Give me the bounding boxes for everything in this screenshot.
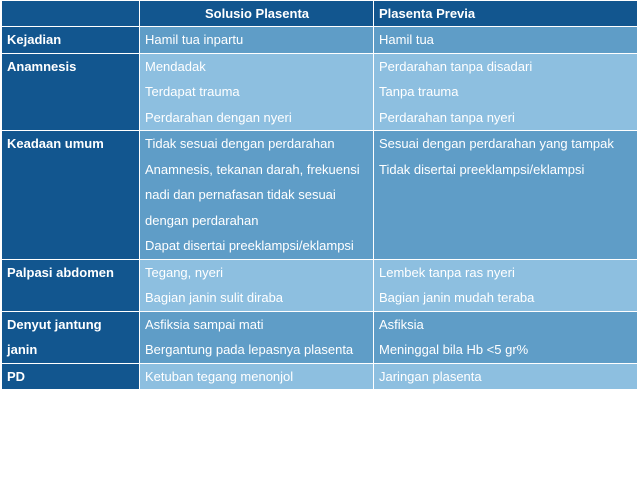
cell-line: Tidak disertai preeklampsi/eklampsi	[379, 161, 585, 177]
cell-solusio-plasenta	[140, 259, 374, 311]
cell-solusio-plasenta	[140, 27, 374, 54]
cell-plasenta-previa	[374, 363, 638, 390]
row-label: Denyut jantung janin	[2, 311, 140, 363]
cell-line: Perdarahan tanpa disadari	[379, 58, 533, 74]
cell-line: Perdarahan dengan nyeri	[145, 109, 292, 125]
table-body	[2, 27, 638, 390]
cell-line: Anamnesis, tekanan darah, frekuensi nadi dan pernafasan tidak sesuai dengan perdarahan	[145, 161, 360, 228]
cell-line: Tegang, nyeri	[145, 264, 224, 280]
cell-line: Hamil tua inpartu	[145, 32, 244, 47]
header-plasenta-previa: Plasenta Previa	[374, 1, 638, 27]
row-label: Palpasi abdomen	[2, 259, 140, 311]
header-solusio-plasenta: Solusio Plasenta	[140, 1, 374, 27]
cell-plasenta-previa	[374, 259, 638, 311]
cell-line: Jaringan plasenta	[379, 368, 482, 384]
table-row-palpasi-abdomen	[2, 259, 638, 311]
table-row-denyut-jantung-janin	[2, 311, 638, 363]
cell-line: Bergantung pada lepasnya plasenta	[145, 342, 354, 357]
cell-solusio-plasenta	[140, 53, 374, 131]
cell-line: Ketuban tegang menonjol	[145, 368, 294, 384]
cell-line: Sesuai dengan perdarahan yang tampak	[379, 136, 614, 151]
cell-line: Hamil tua	[379, 32, 434, 47]
comparison-table	[1, 0, 638, 390]
cell-line: Asfiksia	[379, 316, 424, 332]
cell-line: Dapat disertai preeklampsi/eklampsi	[145, 238, 354, 253]
cell-solusio-plasenta	[140, 311, 374, 363]
row-label: Kejadian	[2, 27, 140, 54]
table-row-anamnesis	[2, 53, 638, 131]
cell-line: Mendadak	[145, 58, 206, 74]
row-label: Keadaan umum	[2, 131, 140, 260]
cell-line: Tanpa trauma	[379, 84, 459, 99]
cell-line: Bagian janin mudah teraba	[379, 290, 535, 305]
cell-solusio-plasenta	[140, 363, 374, 390]
cell-plasenta-previa	[374, 27, 638, 54]
table-row-kejadian	[2, 27, 638, 54]
cell-line: Tidak sesuai dengan perdarahan	[145, 136, 335, 151]
cell-line: Terdapat trauma	[145, 84, 240, 99]
cell-line: Bagian janin sulit diraba	[145, 290, 284, 305]
cell-plasenta-previa	[374, 131, 638, 260]
table-row-keadaan-umum	[2, 131, 638, 260]
cell-line: Perdarahan tanpa nyeri	[379, 109, 515, 125]
cell-plasenta-previa	[374, 311, 638, 363]
cell-line: Lembek tanpa ras nyeri	[379, 264, 515, 280]
cell-solusio-plasenta	[140, 131, 374, 260]
header-corner	[2, 1, 140, 27]
cell-line: Asfiksia sampai mati	[145, 316, 264, 332]
row-label: PD	[2, 363, 140, 390]
cell-line: Meninggal bila Hb <5 gr%	[379, 342, 529, 357]
row-label: Anamnesis	[2, 53, 140, 131]
cell-plasenta-previa	[374, 53, 638, 131]
header-row	[2, 1, 638, 27]
table-row-pd	[2, 363, 638, 390]
